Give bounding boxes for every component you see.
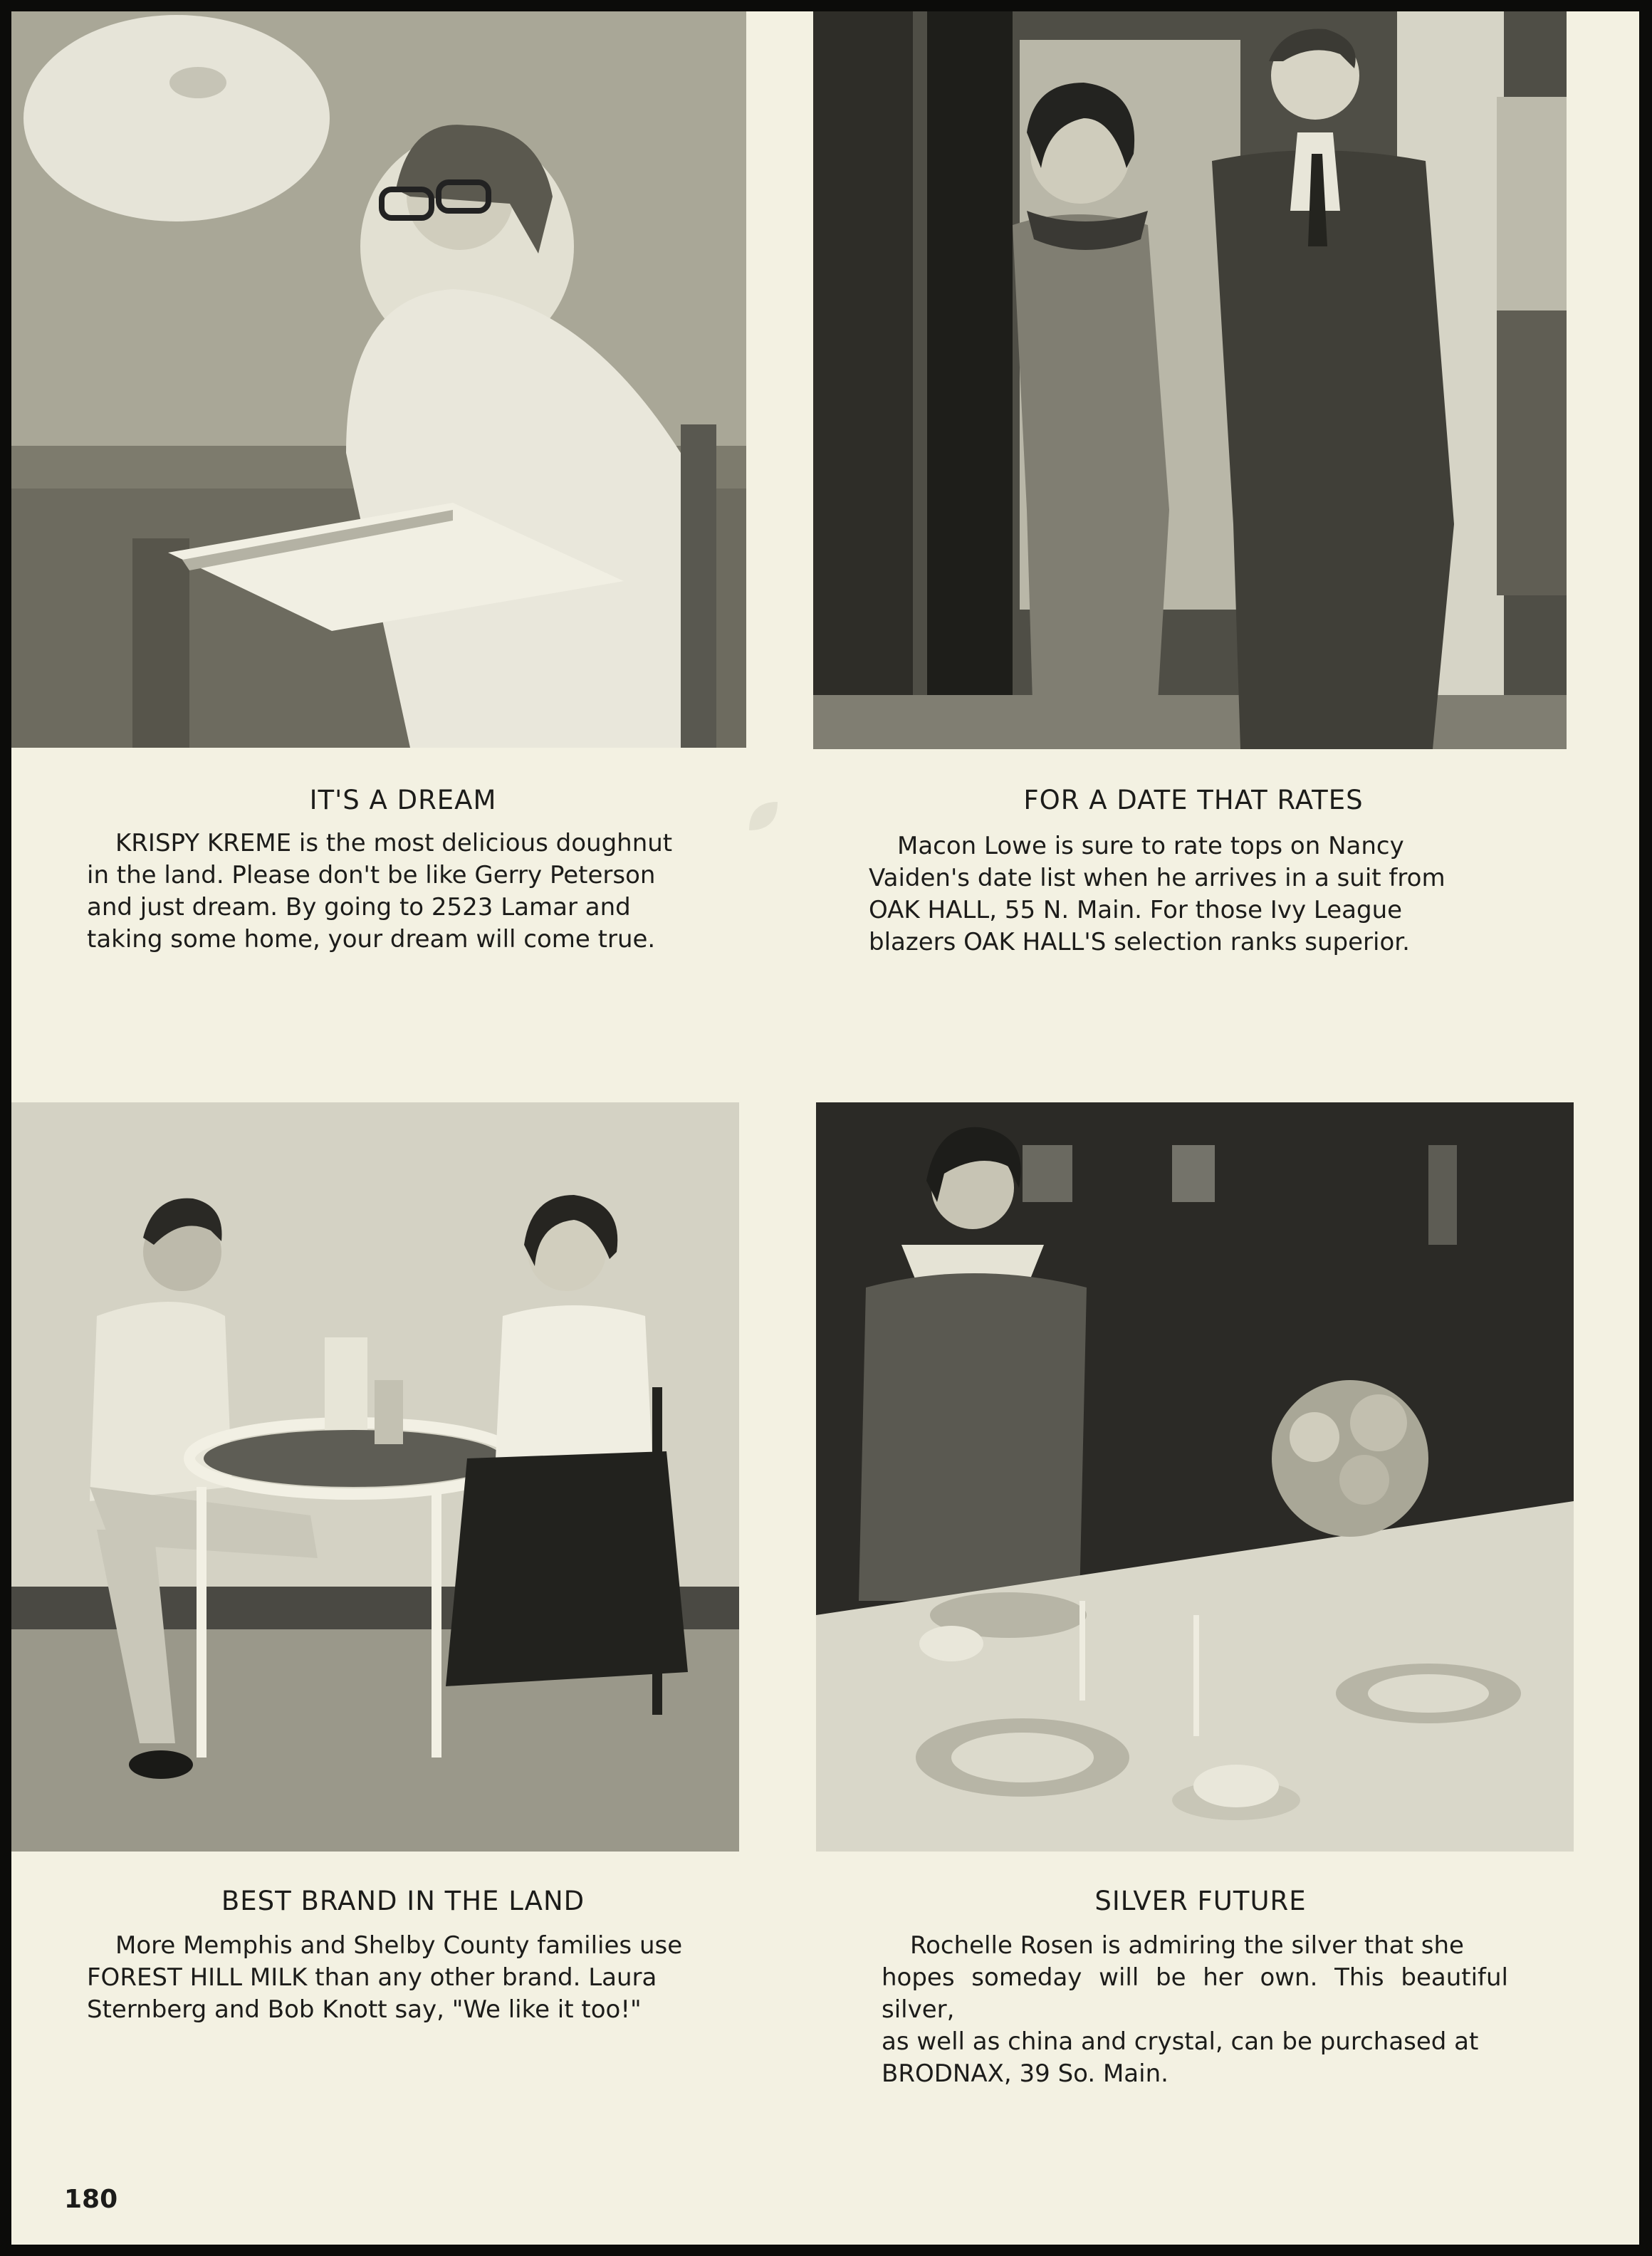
panel-1-heading: IT'S A DREAM <box>309 785 497 815</box>
panel-4-caption <box>882 1930 1508 2090</box>
photo-couple-in-suits <box>813 11 1567 749</box>
panel-3-caption-line: Sternberg and Bob Knott say, "We like it too!" <box>87 1995 642 2024</box>
panel-3-heading: BEST BRAND IN THE LAND <box>221 1886 585 1916</box>
photo-girl-with-doughnut <box>11 11 746 748</box>
leaf-icon <box>742 795 785 837</box>
photo-milk-table <box>11 1102 739 1852</box>
photo-silver-table-setting <box>816 1102 1574 1852</box>
panel-2-caption-line: OAK HALL, 55 N. Main. For those Ivy League <box>869 896 1403 924</box>
panel-4-heading: SILVER FUTURE <box>1094 1886 1307 1916</box>
panel-4-caption-line: hopes someday will be her own. This beautiful silver, <box>882 1963 1508 2024</box>
page-number: 180 <box>64 2185 118 2214</box>
panel-3-caption-line: More Memphis and Shelby County families use <box>115 1931 683 1960</box>
panel-3-caption <box>87 1930 713 2026</box>
panel-4-caption-line: BRODNAX, 39 So. Main. <box>882 2059 1169 2088</box>
panel-4-caption-line: Rochelle Rosen is admiring the silver that she <box>910 1931 1464 1960</box>
panel-1-caption-line: in the land. Please don't be like Gerry Peterson <box>87 861 656 889</box>
panel-1-caption <box>87 827 713 956</box>
panel-1-caption-line: taking some home, your dream will come true. <box>87 925 656 954</box>
panel-3-caption-line: FOREST HILL MILK than any other brand. Laura <box>87 1963 657 1992</box>
panel-2-heading: FOR A DATE THAT RATES <box>1023 785 1364 815</box>
panel-4-caption-line: as well as china and crystal, can be purchased at <box>882 2027 1479 2056</box>
panel-1-caption-line: and just dream. By going to 2523 Lamar and <box>87 893 631 921</box>
panel-2-caption-line: Macon Lowe is sure to rate tops on Nancy <box>897 832 1404 860</box>
panel-1-caption-line: KRISPY KREME is the most delicious doughnut <box>115 829 673 857</box>
panel-2-caption-line: blazers OAK HALL'S selection ranks superior. <box>869 928 1410 956</box>
yearbook-page <box>11 11 1639 2245</box>
panel-2-caption-line: Vaiden's date list when he arrives in a suit from <box>869 864 1446 892</box>
panel-2-caption <box>869 830 1495 959</box>
